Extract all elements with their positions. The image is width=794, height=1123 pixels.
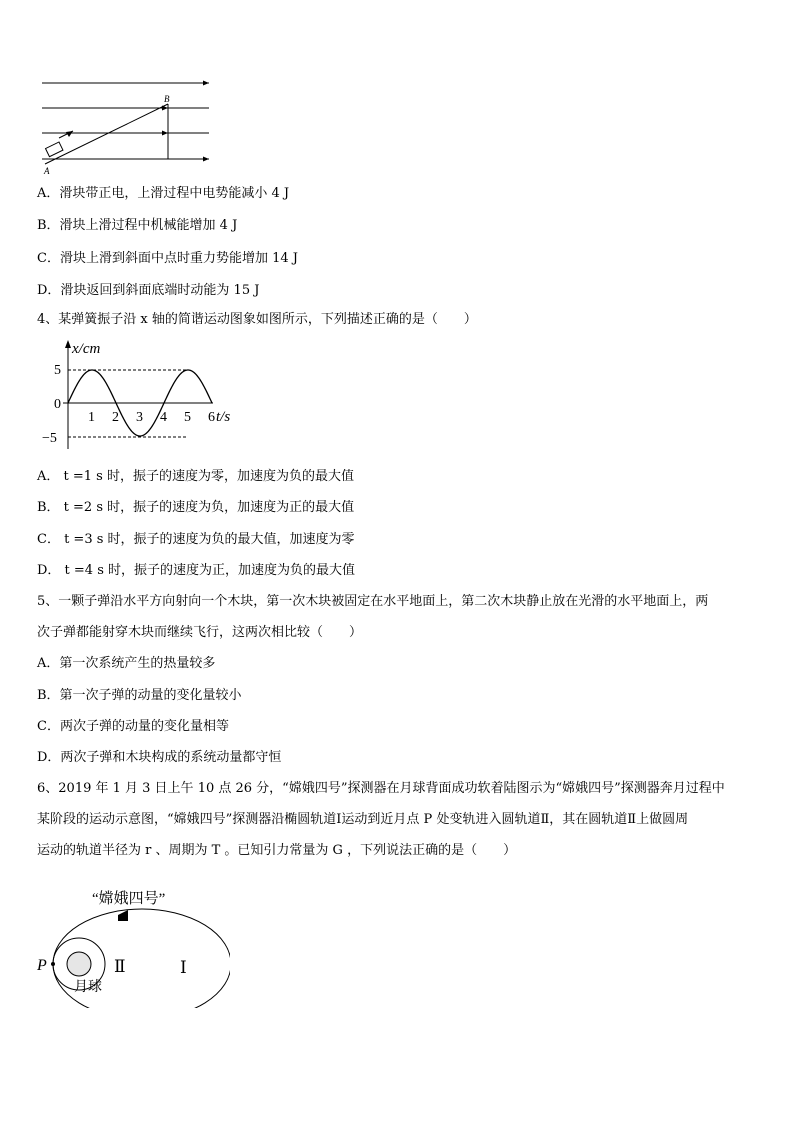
y-tick-5: 5 [54, 363, 61, 378]
q6-stem-line2: 某阶段的运动示意图，“嫦娥四号”探测器沿椭圆轨道Ⅰ运动到近月点 P 处变轨进入圆轨道Ⅱ，其在圆轨道Ⅱ上做圆周 [37, 812, 689, 827]
q6-stem-line1: 6、2019 年 1 月 3 日上午 10 点 26 分，“嫦娥四号”探测器在月球背面成功软着陆图示为“嫦娥四号”探测器奔月过程中 [37, 781, 725, 796]
moon-circle [67, 952, 91, 976]
orbit-figure [30, 878, 230, 1008]
q6-stem-line3: 运动的轨道半径为 r 、周期为 T 。已知引力常量为 G ，下列说法正确的是（ ） [37, 843, 517, 858]
label-orbit-1: Ⅰ [180, 958, 187, 977]
y-axis-label: x/cm [72, 341, 101, 357]
q4-option-c: C． t =3 s 时，振子的速度为负的最大值，加速度为零 [37, 532, 355, 547]
q5-option-c: C．两次子弹的动量的变化量相等 [37, 719, 229, 734]
probe-label: “嫦娥四号” [92, 891, 166, 907]
q5-stem-line1: 5、一颗子弹沿水平方向射向一个木块，第一次木块被固定在水平地面上，第二次木块静止放在光滑的水平地面上，两 [37, 594, 709, 609]
label-b: B [164, 94, 170, 104]
q5-option-d: D．两次子弹和木块构成的系统动量都守恒 [37, 750, 282, 765]
q3-option-d: D．滑块返回到斜面底端时动能为 15 J [37, 283, 260, 298]
label-orbit-2: Ⅱ [114, 957, 126, 976]
x-tick-2: 2 [112, 410, 119, 425]
point-p [51, 962, 55, 966]
x-tick-3: 3 [136, 410, 143, 425]
q5-option-b: B．第一次子弹的动量的变化量较小 [37, 688, 242, 703]
x-tick-6: 6 [208, 410, 215, 425]
label-p: P [37, 957, 47, 974]
probe-icon [118, 910, 128, 921]
q5-option-a: A．第一次系统产生的热量较多 [37, 656, 216, 671]
y-tick-0: 0 [54, 397, 61, 412]
y-tick-neg5: −5 [42, 431, 57, 446]
incline-figure [37, 78, 217, 178]
q4-stem: 4、某弹簧振子沿 x 轴的简谐运动图象如图所示，下列描述正确的是（ ） [37, 312, 477, 327]
x-axis-label: t/s [216, 409, 231, 425]
label-a: A [44, 166, 50, 176]
svg-text:x/cm [71, 341, 100, 357]
shm-graph [37, 337, 259, 452]
q4-option-a: A． t =1 s 时，振子的速度为零，加速度为负的最大值 [37, 469, 354, 484]
q3-option-b: B．滑块上滑过程中机械能增加 4 J [37, 218, 238, 233]
q3-option-c: C．滑块上滑到斜面中点时重力势能增加 14 J [37, 251, 298, 266]
x-tick-4: 4 [160, 410, 167, 425]
q4-option-d: D． t =4 s 时，振子的速度为正，加速度为负的最大值 [37, 563, 356, 578]
label-moon: 月球 [74, 980, 102, 995]
x-tick-1: 1 [88, 410, 95, 425]
q3-option-a: A．滑块带正电，上滑过程中电势能减小 4 J [37, 186, 290, 201]
x-tick-5: 5 [184, 410, 191, 425]
q4-option-b: B． t =2 s 时，振子的速度为负，加速度为正的最大值 [37, 500, 355, 515]
q5-stem-line2: 次子弹都能射穿木块而继续飞行，这两次相比较（ ） [37, 625, 363, 640]
